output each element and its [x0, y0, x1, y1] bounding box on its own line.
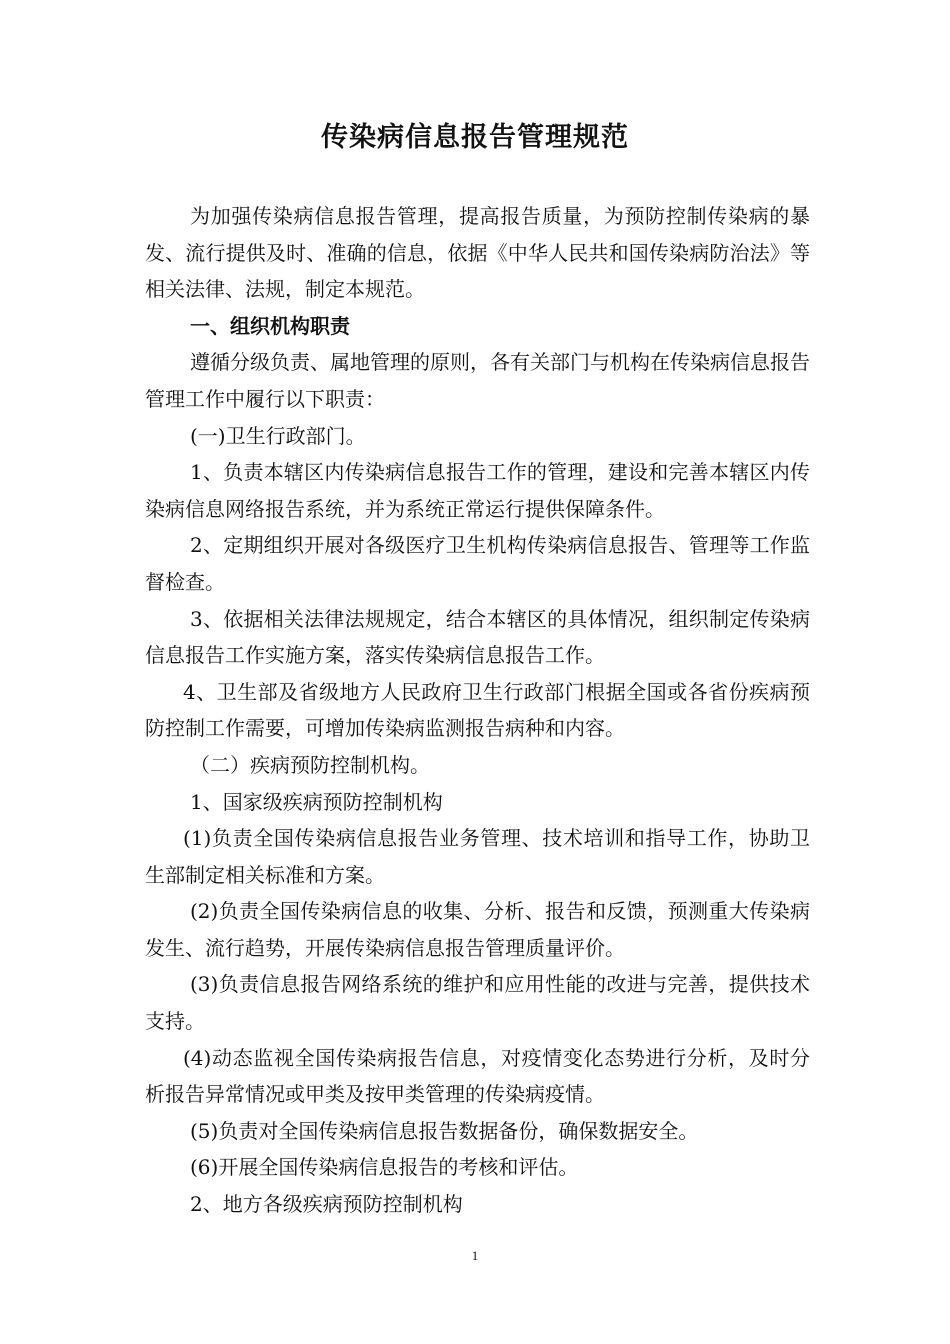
body-paragraph: 4、卫生部及省级地方人民政府卫生行政部门根据全国或各省份疾病预防控制工作需要，可增加传染病监测报告病种和内容。 — [145, 679, 810, 741]
body-paragraph: (2)负责全国传染病信息的收集、分析、报告和反馈，预测重大传染病发生、流行趋势，开展传染病信息报告管理质量评价。 — [145, 899, 810, 960]
body-paragraph: (6)开展全国传染病信息报告的考核和评估。 — [190, 1155, 579, 1180]
body-paragraph: （二）疾病预防控制机构。 — [190, 752, 430, 777]
body-paragraph: (5)负责对全国传染病信息报告数据备份，确保数据安全。 — [190, 1118, 699, 1143]
body-paragraph: (4)动态监视全国传染病报告信息，对疫情变化态势进行分析，及时分析报告异常情况或甲类及按甲类管理的传染病疫情。 — [145, 1045, 810, 1107]
body-paragraph: 2、定期组织开展对各级医疗卫生机构传染病信息报告、管理等工作监督检查。 — [145, 533, 810, 594]
body-paragraph: (1)负责全国传染病信息报告业务管理、技术培训和指导工作，协助卫生部制定相关标准和方案。 — [145, 826, 810, 887]
section-heading: 一、组织机构职责 — [190, 313, 350, 338]
body-paragraph: 2、地方各级疾病预防控制机构 — [190, 1192, 463, 1217]
body-paragraph: 遵循分级负责、属地管理的原则，各有关部门与机构在传染病信息报告管理工作中履行以下职责： — [145, 350, 810, 411]
document-body — [145, 198, 810, 1223]
body-paragraph: 为加强传染病信息报告管理，提高报告质量，为预防控制传染病的暴发、流行提供及时、准确的信息，依据《中华人民共和国传染病防治法》等相关法律、法规，制定本规范。 — [145, 204, 810, 302]
body-paragraph: 3、依据相关法律法规规定，结合本辖区的具体情况，组织制定传染病信息报告工作实施方案，落实传染病信息报告工作。 — [145, 606, 810, 668]
body-paragraph: 1、国家级疾病预防控制机构 — [190, 789, 443, 814]
document-title: 传染病信息报告管理规范 — [321, 122, 629, 153]
page-number: 1 — [471, 1248, 479, 1263]
body-paragraph: 1、负责本辖区内传染病信息报告工作的管理，建设和完善本辖区内传染病信息网络报告系统，并为系统正常运行提供保障条件。 — [145, 460, 810, 521]
body-paragraph: (3)负责信息报告网络系统的维护和应用性能的改进与完善，提供技术支持。 — [145, 972, 810, 1034]
body-paragraph: (一)卫生行政部门。 — [190, 423, 366, 448]
